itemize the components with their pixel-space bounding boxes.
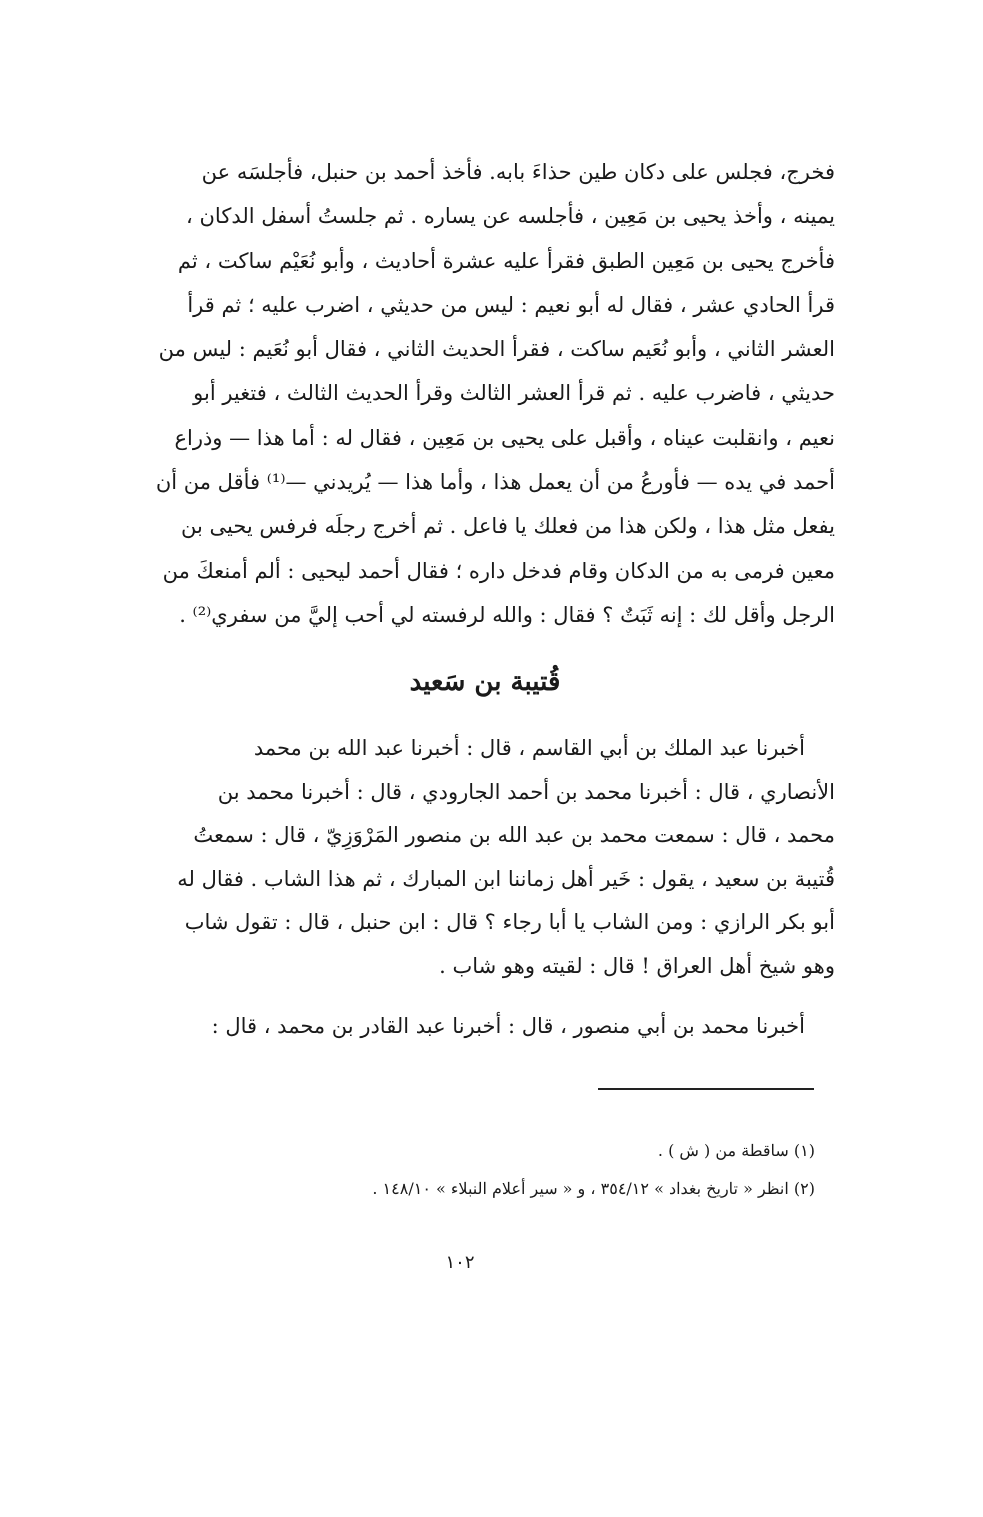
text-line: قرأ الحادي عشر ، فقال له أبو نعيم : ليس من حديثي ، اضرب عليه ؛ ثم قرأ: [187, 292, 835, 317]
page-number: ١٠٢: [445, 1252, 475, 1273]
text-line: حديثي ، فاضرب عليه . ثم قرأ العشر الثالث وقرأ الحديث الثالث ، فتغير أبو: [193, 381, 835, 406]
text-line: قُتيبة بن سعيد ، يقول : خَير أهل زماننا ابن المبارك ، ثم هذا الشاب . فقال له: [177, 866, 835, 891]
section-heading: قُتيبة بن سَعيد: [409, 667, 561, 697]
text-line: يفعل مثل هذا ، ولكن هذا من فعلك يا فاعل . ثم أخرج رجلَه فرفس يحيى بن: [180, 514, 835, 539]
footnote-1: (١) ساقطة من ( ش ) .: [657, 1141, 815, 1160]
text-line: فأخرج يحيى بن مَعِين الطبق فقرأ عليه عشرة أحاديث ، وأبو نُعَيْم ساكت ، ثم: [177, 248, 835, 273]
text-line: أبو بكر الرازي : ومن الشاب يا أبا رجاء ؟ قال : ابن حنبل ، قال : تقول شاب: [184, 910, 835, 934]
paragraph-narrative: [135, 150, 835, 637]
text-line: أخبرنا عبد الملك بن أبي القاسم ، قال : أخبرنا عبد الله بن محمد: [253, 736, 805, 760]
paragraph-isnad: [135, 727, 835, 988]
text-line: الرجل وأقل لك : إنه ثَبَتٌ ؟ فقال : والله لرفسته لي أحب إليَّ من سفري⁽²⁾ .: [179, 602, 835, 627]
text-line: محمد ، قال : سمعت محمد بن عبد الله بن منصور المَرْوَزِيّ ، قال : سمعتُ: [193, 823, 835, 847]
text-line: يمينه ، وأخذ يحيى بن مَعِين ، فأجلسه عن يساره . ثم جلستُ أسفل الدكان ،: [186, 204, 835, 229]
text-line: فخرج، فجلس على دكان طين حذاءَ بابه. فأخذ أحمد بن حنبل، فأجلسَه عن: [201, 160, 835, 184]
footnotes: [135, 1132, 815, 1208]
text-line: الأنصاري ، قال : أخبرنا محمد بن أحمد الجارودي ، قال : أخبرنا محمد بن: [217, 779, 835, 804]
text-line: أخبرنا محمد بن أبي منصور ، قال : أخبرنا عبد القادر بن محمد ، قال :: [211, 1014, 805, 1038]
text-line: العشر الثاني ، وأبو نُعَيم ساكت ، فقرأ الحديث الثاني ، فقال أبو نُعَيم : ليس من: [158, 337, 835, 362]
text-line: وهو شيخ أهل العراق ! قال : لقيته وهو شاب .: [439, 953, 835, 978]
text-line: نعيم ، وانقلبت عيناه ، وأقبل على يحيى بن مَعِين ، فقال له : أما هذا — وذراع: [174, 425, 835, 450]
text-line: معين فرمى به من الدكان وقام فدخل داره ؛ فقال أحمد ليحيى : ألم أمنعكَ من: [162, 558, 835, 583]
footnote-2: (٢) انظر « تاريخ بغداد » ٣٥٤/١٢ ، و « سير أعلام النبلاء » ١٤٨/١٠ .: [372, 1179, 815, 1198]
footnote-divider: [598, 1088, 814, 1090]
text-line: أحمد في يده — فأورعُ من أن يعمل هذا ، وأما هذا — يُريدني —⁽¹⁾ فأقل من أن: [155, 470, 835, 495]
paragraph-continuation: [135, 1004, 835, 1048]
